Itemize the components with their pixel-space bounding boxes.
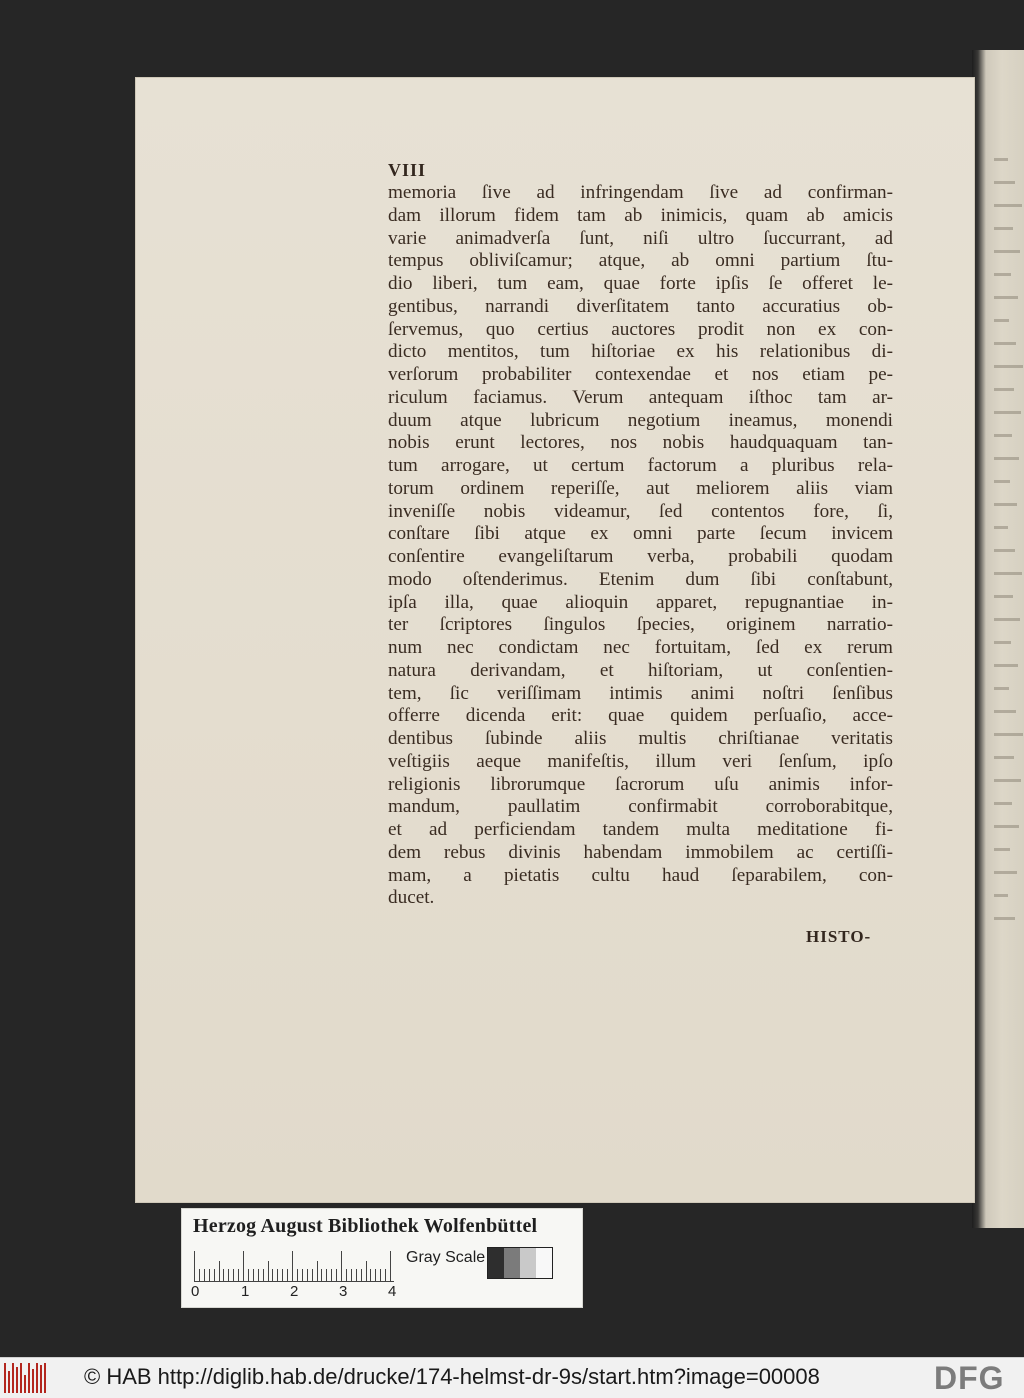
text-line: nobis erunt lectores, nos nobis haudquaquam tan- <box>388 432 893 454</box>
ruler-tick <box>312 1269 313 1281</box>
text-line: torum ordinem reperiſſe, aut meliorem aliis viam <box>388 477 893 499</box>
page-edge-mark <box>994 549 1015 552</box>
ruler-tick <box>228 1269 229 1281</box>
ruler-number: 0 <box>191 1283 200 1300</box>
page-edge-mark <box>994 388 1014 391</box>
text-line: dio liberi, tum eam, quae forte ipſis ſe offeret le- <box>388 273 893 294</box>
ruler-tick <box>380 1269 381 1281</box>
ruler-number: 1 <box>241 1283 250 1300</box>
ruler-tick <box>390 1251 391 1281</box>
ruler-tick <box>317 1261 318 1281</box>
ruler-scale <box>194 1251 394 1281</box>
text-line: natura derivandam, et hiſtoriam, ut conſentien- <box>388 659 893 681</box>
text-line: offerre dicenda erit: quae quidem perſuaſio, acce- <box>388 705 893 727</box>
barcode-logo-icon <box>4 1363 46 1393</box>
page-edge-mark <box>994 664 1018 667</box>
ruler-tick <box>272 1269 273 1281</box>
text-line: dicto mentitos, tum hiſtoriae ex his relationibus di- <box>388 341 893 363</box>
gray-swatch <box>536 1248 552 1278</box>
text-line: conſentire evangeliſtarum verba, probabili quodam <box>388 546 893 567</box>
ruler-tick <box>366 1261 367 1281</box>
ruler-tick <box>223 1269 224 1281</box>
page-edge-mark <box>994 848 1010 851</box>
text-line: ter ſcriptores ſingulos ſpecies, originem narratio- <box>388 614 893 636</box>
page-edge-mark <box>994 227 1013 230</box>
barcode-bar <box>28 1363 30 1393</box>
page-edge-mark <box>994 526 1008 529</box>
ruler-tick <box>233 1269 234 1281</box>
text-line: religionis librorumque ſacrorum uſu animis infor- <box>388 773 893 795</box>
page-edge-mark <box>994 204 1022 207</box>
ruler-tick <box>277 1269 278 1281</box>
ruler-tick <box>253 1269 254 1281</box>
page-edge-mark <box>994 342 1016 345</box>
page-edge-mark <box>994 250 1020 253</box>
catchword: HISTO- <box>806 927 872 946</box>
ruler-tick <box>341 1251 342 1281</box>
page-edge-mark <box>994 710 1016 713</box>
text-line: dentibus ſubinde aliis multis chriſtianae veritatis <box>388 728 893 749</box>
page-edge-mark <box>994 618 1020 621</box>
ruler-tick <box>356 1269 357 1281</box>
ruler-tick <box>346 1269 347 1281</box>
text-line: tum arrogare, ut certum factorum a pluribus rela- <box>388 455 893 476</box>
gray-swatch <box>520 1248 536 1278</box>
text-line: mam, a pietatis cultu haud ſeparabilem, con- <box>388 864 893 886</box>
barcode-bar <box>16 1367 18 1393</box>
page-edge-mark <box>994 779 1021 782</box>
page-number: VIII <box>388 160 427 180</box>
page-edge-mark <box>994 319 1009 322</box>
text-line: mandum, paullatim confirmabit corroborabitque, <box>388 796 893 818</box>
page-edge-mark <box>994 733 1023 736</box>
ruler-tick <box>375 1269 376 1281</box>
ruler-tick <box>199 1269 200 1281</box>
page-edge-mark <box>994 480 1010 483</box>
page-edge-mark <box>994 894 1008 897</box>
barcode-bar <box>40 1365 42 1393</box>
page-edge-mark <box>994 158 1008 161</box>
ruler-tick <box>238 1269 239 1281</box>
page-edge-mark <box>994 411 1021 414</box>
barcode-bar <box>32 1369 34 1393</box>
ruler-tick <box>351 1269 352 1281</box>
text-line: conſtare ſibi atque ex omni parte ſecum invicem <box>388 523 893 545</box>
text-lines <box>388 182 893 910</box>
text-line: inveniſſe nobis videamur, ſed contentos fore, ſi, <box>388 500 893 522</box>
text-line: tem, ſic veriſſimam intimis animi noſtri ſenſibus <box>388 682 893 704</box>
barcode-bar <box>4 1363 6 1393</box>
text-line: dem rebus divinis habendam immobilem ac certiſſi- <box>388 841 893 863</box>
text-line: duum atque lubricum negotium ineamus, monendi <box>388 409 893 431</box>
ruler-tick <box>258 1269 259 1281</box>
barcode-bar <box>12 1363 14 1393</box>
gray-scale-label: Gray Scale <box>406 1249 486 1266</box>
ruler-tick <box>307 1269 308 1281</box>
ruler-tick <box>385 1269 386 1281</box>
text-line: tempus obliviſcamur; atque, ab omni partium ſtu- <box>388 250 893 272</box>
ruler-tick <box>204 1269 205 1281</box>
ruler-tick <box>336 1269 337 1281</box>
ruler-tick <box>219 1261 220 1281</box>
text-line: veſtigiis aeque manifeſtis, illum veri ſenſum, ipſo <box>388 750 893 772</box>
ruler-tick <box>282 1269 283 1281</box>
text-line: ſervemus, quo certius auctores prodit non ex con- <box>388 318 893 340</box>
page-edge-mark <box>994 365 1023 368</box>
page-edge-mark <box>994 273 1011 276</box>
ruler-tick <box>292 1251 293 1281</box>
ruler-tick <box>302 1269 303 1281</box>
library-name: Herzog August Bibliothek Wolfenbüttel <box>193 1215 538 1237</box>
ruler-baseline <box>194 1281 394 1282</box>
barcode-bar <box>20 1363 22 1393</box>
page-edge-mark <box>994 871 1017 874</box>
text-line: num nec condictam nec fortuitam, ſed ex rerum <box>388 637 893 658</box>
ruler-tick <box>263 1269 264 1281</box>
text-line: ducet. <box>388 887 435 909</box>
barcode-bar <box>36 1363 38 1393</box>
page-edge-mark <box>994 641 1011 644</box>
text-line: dam illorum fidem tam ab inimicis, quam ab amicis <box>388 204 893 226</box>
ruler-tick <box>243 1251 244 1281</box>
text-line: memoria ſive ad infringendam ſive ad confirman- <box>388 182 893 203</box>
text-line: verſorum probabiliter contexendae et nos etiam pe- <box>388 364 893 385</box>
page-edge-mark <box>994 296 1018 299</box>
gray-swatch <box>504 1248 520 1278</box>
copyright-url-text[interactable]: © HAB http://diglib.hab.de/drucke/174-helmst-dr-9s/start.htm?image=00008 <box>84 1364 820 1389</box>
text-line: modo oſtenderimus. Etenim dum ſibi conſtabunt, <box>388 568 893 590</box>
page-edge-mark <box>994 802 1012 805</box>
page-edge-mark <box>994 687 1009 690</box>
color-calibration-label <box>181 1208 583 1308</box>
gray-scale-swatches <box>487 1247 553 1279</box>
ruler-tick <box>287 1269 288 1281</box>
ruler-tick <box>209 1269 210 1281</box>
footer-bar <box>0 1357 1024 1398</box>
barcode-bar <box>44 1363 46 1393</box>
ruler-tick <box>361 1269 362 1281</box>
page-edge-mark <box>994 917 1015 920</box>
page-edge-mark <box>994 457 1019 460</box>
text-line: gentibus, narrandi diverſitatem tanto accuratius ob- <box>388 295 893 317</box>
page-edge-mark <box>994 756 1014 759</box>
text-line: riculum faciamus. Verum antequam iſthoc tam ar- <box>388 386 893 408</box>
text-line: et ad perficiendam tandem multa meditatione fi- <box>388 819 893 840</box>
gray-swatch <box>488 1248 504 1278</box>
page-edge-mark <box>994 503 1017 506</box>
ruler-tick <box>370 1269 371 1281</box>
page-edge-mark <box>994 825 1019 828</box>
ruler-tick <box>194 1251 195 1281</box>
page-edge-mark <box>994 595 1013 598</box>
ruler-number: 3 <box>339 1283 348 1300</box>
ruler-tick <box>321 1269 322 1281</box>
barcode-bar <box>24 1375 26 1393</box>
ruler-tick <box>331 1269 332 1281</box>
text-line: ipſa illa, quae alioquin apparet, repugnantiae in- <box>388 591 893 613</box>
ruler-tick <box>326 1269 327 1281</box>
barcode-bar <box>8 1371 10 1393</box>
ruler-tick <box>214 1269 215 1281</box>
ruler-number: 2 <box>290 1283 299 1300</box>
dfg-logo: DFG <box>934 1360 1005 1396</box>
ruler-tick <box>297 1269 298 1281</box>
page-edge-mark <box>994 572 1022 575</box>
ruler-tick <box>268 1261 269 1281</box>
text-line: varie animadverſa ſunt, niſi ultro ſuccurrant, ad <box>388 227 893 249</box>
page-edge-mark <box>994 181 1015 184</box>
adjacent-page-text-marks <box>990 150 1024 950</box>
ruler-tick <box>248 1269 249 1281</box>
ruler-number: 4 <box>388 1283 397 1300</box>
page-edge-mark <box>994 434 1012 437</box>
